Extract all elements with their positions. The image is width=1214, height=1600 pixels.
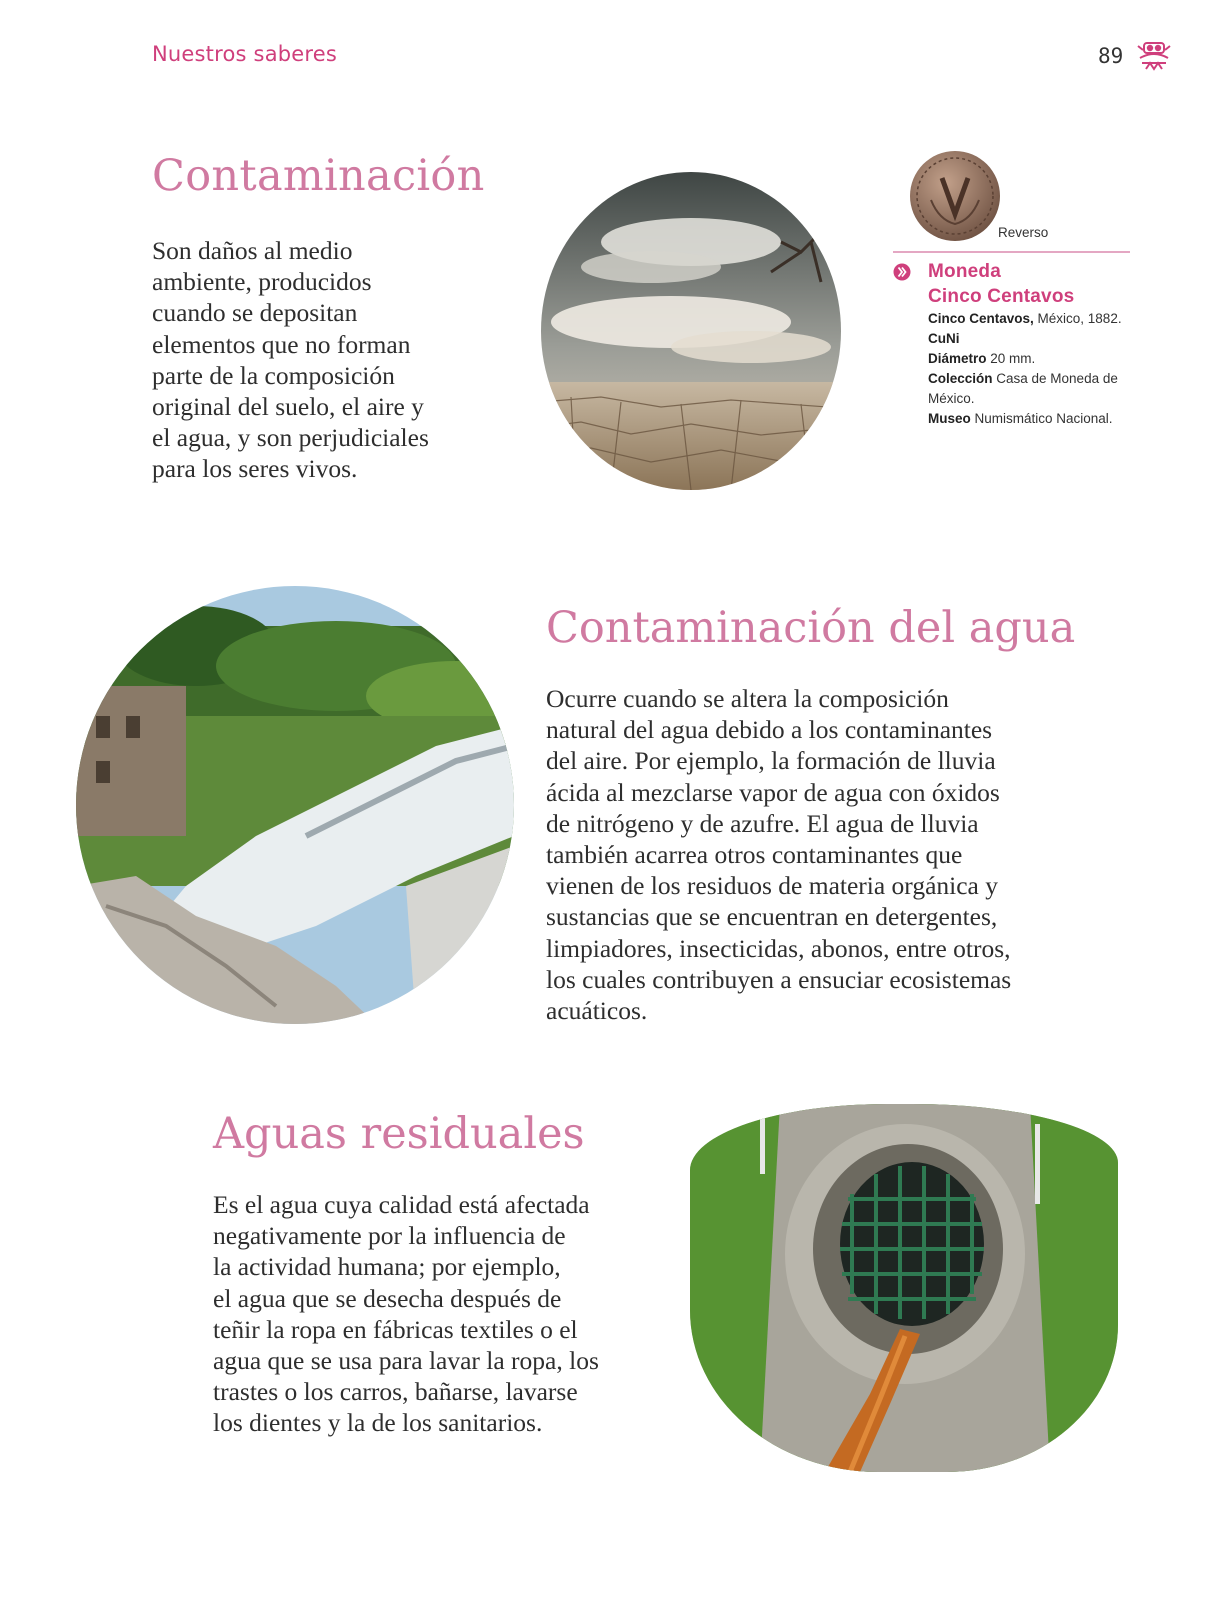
section-title-contaminacion: Contaminación <box>152 151 485 201</box>
section-body-residuales: Es el agua cuya calidad está afectada negativamente por la influencia de la actividad humana; por ejemplo, el agua que se desecha después de teñir la ropa en fábricas textiles o el agua que se usa para lavar la ropa, los trastes o los carros, bañarse, lavarse los dientes y la de los sanitarios. <box>213 1190 599 1438</box>
divider <box>893 251 1130 253</box>
coin-line-diameter: Diámetro 20 mm. <box>928 351 1036 366</box>
coin-reverse-image <box>909 150 1001 242</box>
coin-line-metal: CuNi <box>928 331 960 346</box>
cracked-earth-photo <box>541 172 841 490</box>
pre-hispanic-glyph-icon <box>1136 38 1172 74</box>
coin-line-name: Cinco Centavos, México, 1882. <box>928 311 1122 326</box>
section-body-contaminacion: Son daños al medio ambiente, producidos cuando se depositan elementos que no forman parte de la composición original del suelo, el aire y el agua, y son perjudiciales para los seres vivos. <box>152 236 429 484</box>
section-title-agua: Contaminación del agua <box>546 603 1076 653</box>
coin-line-collection: Colección Casa de Moneda de México. <box>928 371 1118 406</box>
page-number: 89 <box>1098 44 1124 68</box>
running-head: Nuestros saberes <box>152 42 338 66</box>
coin-subtitle: Cinco Centavos <box>928 286 1075 307</box>
section-body-agua: Ocurre cuando se altera la composición natural del agua debido a los contaminantes del aire. Por ejemplo, la formación de lluvia ácida al mezclarse vapor de agua con óxidos de nitrógeno y de azufre. El agua de lluvia también acarrea otros contaminantes que vienen de los residuos de materia orgánica y sustancias que se encuentran en detergentes, limpiadores, insecticidas, abonos, entre otros, los cuales contribuyen a ensuciar ecosistemas acuáticos. <box>546 684 1012 1026</box>
polluted-river-photo <box>76 586 514 1024</box>
coin-info <box>928 259 1138 429</box>
section-title-residuales: Aguas residuales <box>213 1109 585 1159</box>
drain-pipe-photo <box>690 1104 1118 1472</box>
chevron-right-circle-icon <box>893 263 911 281</box>
coin-caption: Reverso <box>998 225 1049 240</box>
coin-line-museum: Museo Numismático Nacional. <box>928 411 1113 426</box>
coin-title: Moneda <box>928 261 1001 282</box>
